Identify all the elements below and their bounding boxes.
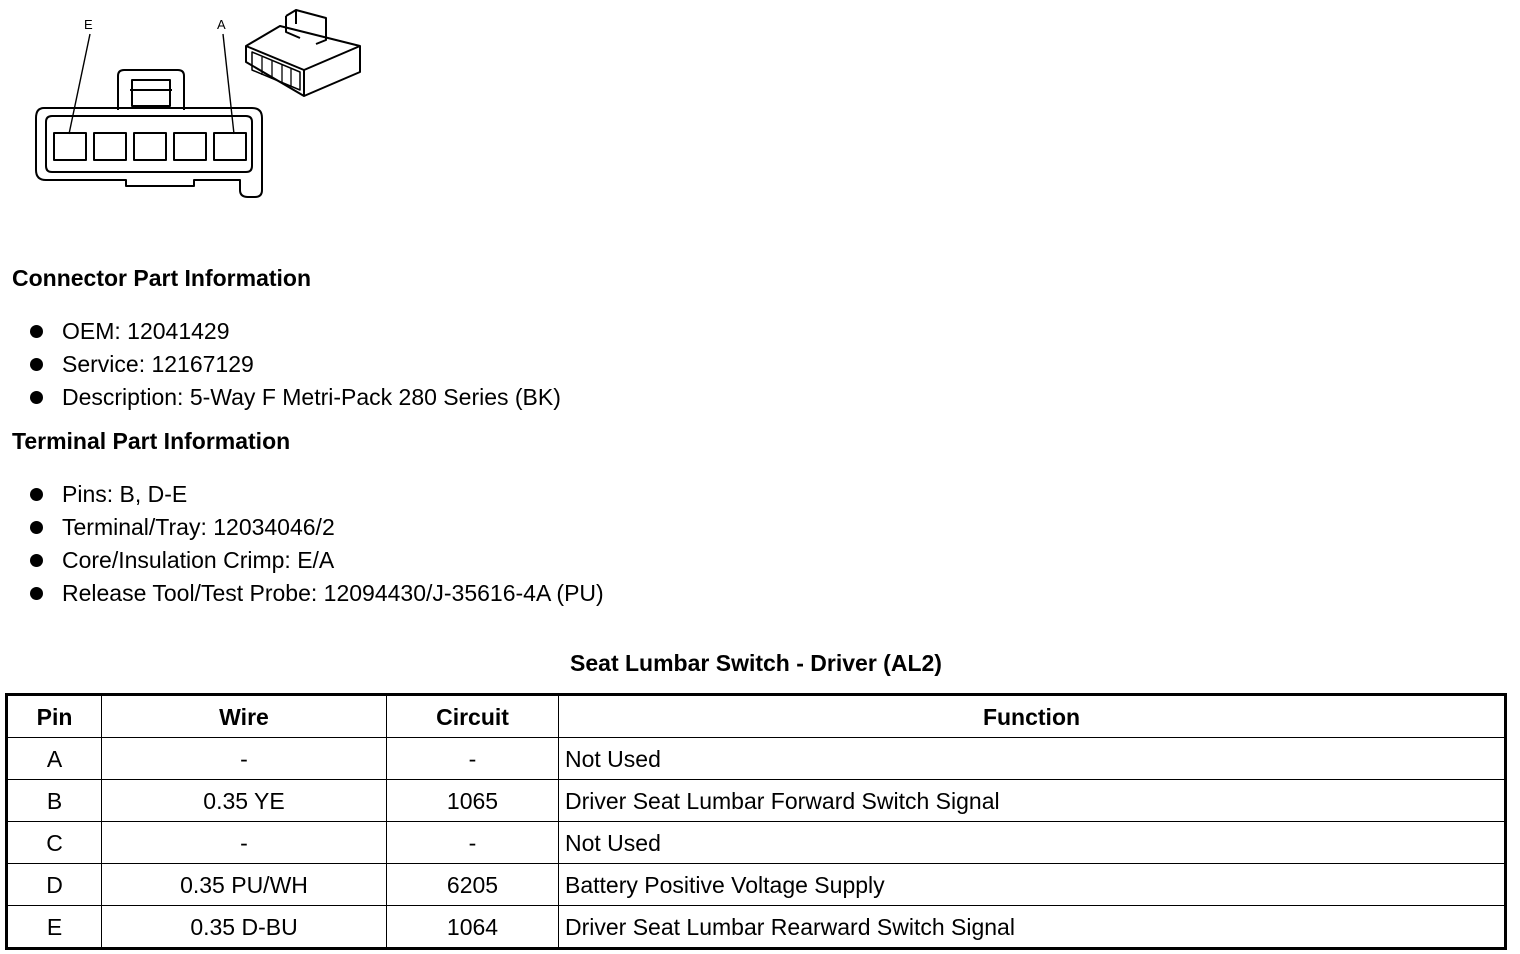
bullet-icon [30, 488, 43, 501]
table-row [7, 780, 1506, 822]
cavity-c [134, 133, 166, 160]
cavity-a [214, 133, 246, 160]
column-header-circuit: Circuit [387, 695, 559, 738]
function-cell: Not Used [559, 822, 1506, 864]
pin-label-a: A [217, 17, 226, 32]
bullet-icon [30, 587, 43, 600]
list-item [0, 545, 604, 578]
list-item [0, 316, 561, 349]
circuit-cell: - [387, 822, 559, 864]
circuit-cell: 1065 [387, 780, 559, 822]
list-item-text: Release Tool/Test Probe: 12094430/J-35616-4A (PU) [62, 580, 604, 606]
terminal-info-heading: Terminal Part Information [12, 428, 291, 454]
list-item-text: Description: 5-Way F Metri-Pack 280 Series (BK) [62, 384, 561, 410]
cavity-b [174, 133, 206, 160]
connector-info-list [0, 316, 561, 415]
function-cell: Battery Positive Voltage Supply [559, 864, 1506, 906]
function-cell: Driver Seat Lumbar Rearward Switch Signal [559, 906, 1506, 949]
pin-cell: B [7, 780, 102, 822]
circuit-cell: 1064 [387, 906, 559, 949]
list-item [0, 578, 604, 611]
list-item-text: Service: 12167129 [62, 351, 254, 377]
terminal-info-list [0, 479, 604, 611]
list-item-text: Pins: B, D-E [62, 481, 188, 507]
list-item [0, 512, 604, 545]
column-header-pin: Pin [7, 695, 102, 738]
table-row [7, 906, 1506, 949]
pin-cell: A [7, 738, 102, 780]
table-row [7, 822, 1506, 864]
connector-info-heading: Connector Part Information [12, 265, 312, 291]
bullet-icon [30, 325, 43, 338]
table-title: Seat Lumbar Switch - Driver (AL2) [570, 650, 942, 676]
wire-cell: 0.35 PU/WH [102, 864, 387, 906]
bullet-icon [30, 391, 43, 404]
table-header-row [7, 695, 1506, 738]
list-item-text: OEM: 12041429 [62, 318, 230, 344]
bullet-icon [30, 358, 43, 371]
list-item [0, 382, 561, 415]
connector-diagram [0, 0, 380, 210]
pin-cell: E [7, 906, 102, 949]
leader-line-e [69, 34, 90, 134]
column-header-wire: Wire [102, 695, 387, 738]
bullet-icon [30, 554, 43, 567]
list-item [0, 479, 604, 512]
table-row [7, 738, 1506, 780]
wire-cell: - [102, 738, 387, 780]
circuit-cell: - [387, 738, 559, 780]
cavity-e [54, 133, 86, 160]
pin-cell: D [7, 864, 102, 906]
wire-cell: 0.35 YE [102, 780, 387, 822]
wire-cell: - [102, 822, 387, 864]
pin-label-e: E [84, 17, 93, 32]
function-cell: Not Used [559, 738, 1506, 780]
wire-cell: 0.35 D-BU [102, 906, 387, 949]
bullet-icon [30, 521, 43, 534]
list-item [0, 349, 561, 382]
connector-body [36, 108, 262, 197]
pinout-table [5, 693, 1507, 950]
pin-cell: C [7, 822, 102, 864]
cavity-d [94, 133, 126, 160]
table-row [7, 864, 1506, 906]
list-item-text: Core/Insulation Crimp: E/A [62, 547, 335, 573]
circuit-cell: 6205 [387, 864, 559, 906]
leader-line-a [223, 34, 234, 134]
connector-iso-view [246, 10, 360, 96]
function-cell: Driver Seat Lumbar Forward Switch Signal [559, 780, 1506, 822]
column-header-function: Function [559, 695, 1506, 738]
list-item-text: Terminal/Tray: 12034046/2 [62, 514, 335, 540]
